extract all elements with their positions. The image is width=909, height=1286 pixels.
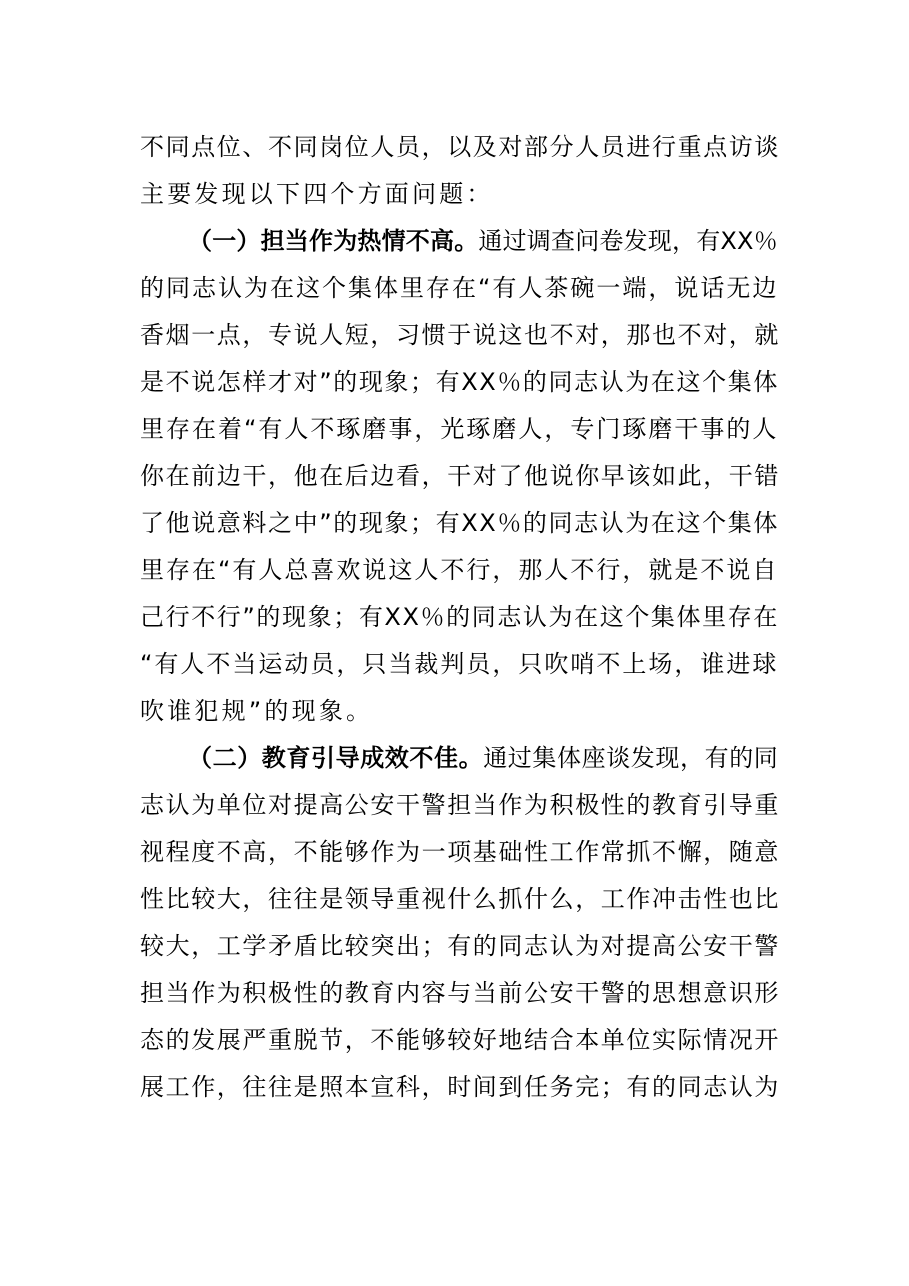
- section-heading-2: （二）教育引导成效不佳。: [188, 744, 484, 772]
- section-paragraph-1-first-line: （一）担当作为热情不高。通过调查问卷发现，有XX％: [188, 227, 778, 255]
- body-text-line: 志认为单位对提高公安干警担当作为积极性的教育引导重: [140, 791, 780, 819]
- body-text-line: 较大，工学矛盾比较突出；有的同志认为对提高公安干警: [140, 932, 780, 960]
- body-text-line: 了他说意料之中”的现象；有XX％的同志认为在这个集体: [140, 509, 779, 537]
- body-text-line: 的同志认为在这个集体里存在“有人茶碗一端，说话无边: [140, 274, 779, 302]
- body-text-line: “有人不当运动员，只当裁判员，只吹哨不上场，谁进球: [140, 650, 779, 678]
- body-text-line: 己行不行”的现象；有XX％的同志认为在这个集体里存在: [140, 603, 779, 631]
- body-text-line: 里存在“有人总喜欢说这人不行，那人不行，就是不说自: [140, 556, 779, 584]
- body-text-line: 展工作，往往是照本宣科，时间到任务完；有的同志认为: [140, 1073, 780, 1101]
- body-text-line: 里存在着“有人不琢磨事，光琢磨人，专门琢磨干事的人: [140, 415, 779, 443]
- body-text-line: 你在前边干，他在后边看，干对了他说你早该如此，干错: [140, 462, 780, 490]
- body-text-line: 视程度不高，不能够作为一项基础性工作常抓不懈，随意: [140, 838, 780, 866]
- body-text-line: 态的发展严重脱节，不能够较好地结合本单位实际情况开: [140, 1026, 780, 1054]
- section-paragraph-2-first-line: （二）教育引导成效不佳。通过集体座谈发现，有的同: [188, 744, 779, 772]
- body-text-line: 不同点位、不同岗位人员，以及对部分人员进行重点访谈: [140, 133, 780, 161]
- body-text-line: 吹谁犯规”的现象。: [140, 697, 374, 725]
- body-text-line: 香烟一点，专说人短，习惯于说这也不对，那也不对，就: [140, 321, 780, 349]
- body-text-line: 是不说怎样才对”的现象；有XX％的同志认为在这个集体: [140, 368, 779, 396]
- body-text-line: 性比较大，往往是领导重视什么抓什么，工作冲击性也比: [140, 885, 780, 913]
- body-text-line: 主要发现以下四个方面问题：: [140, 180, 494, 208]
- body-text-line: 担当作为积极性的教育内容与当前公安干警的思想意识形: [140, 979, 780, 1007]
- section-heading-1: （一）担当作为热情不高。: [188, 227, 479, 255]
